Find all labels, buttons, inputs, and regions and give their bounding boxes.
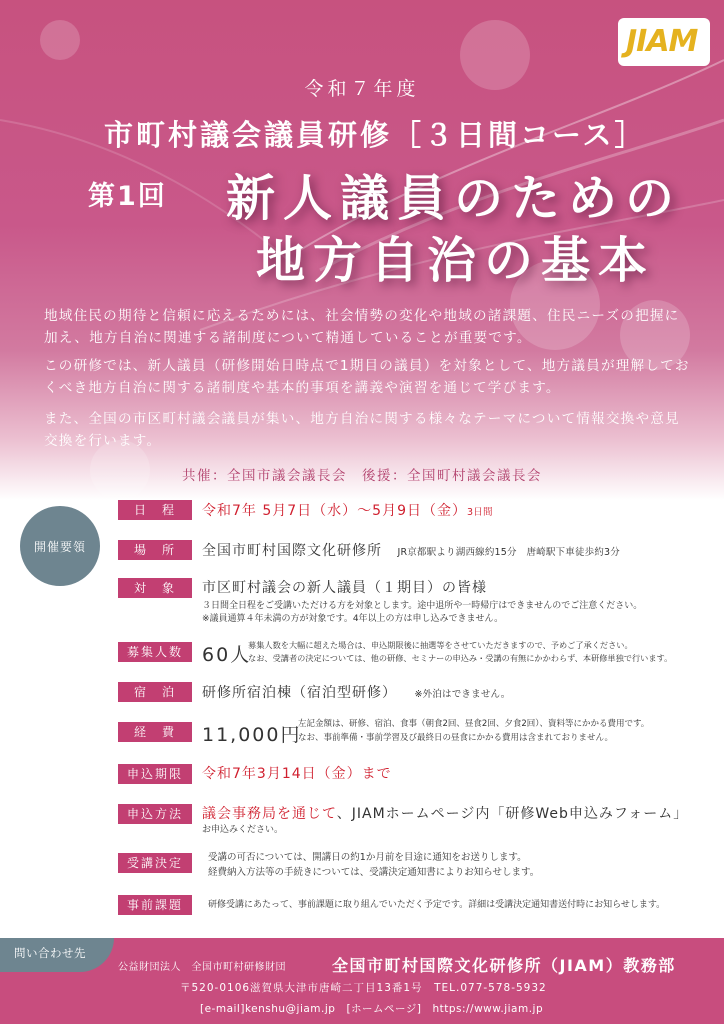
lodging-value xyxy=(202,682,510,702)
schedule-label: 日 程 xyxy=(118,500,192,520)
schedule-date: 令和7年 5月7日（水）～5月9日（金） xyxy=(202,503,467,519)
footer xyxy=(0,938,724,1024)
target-note-2: ※議員通算４年未満の方が対象です。4年以上の方は申し込みできません。 xyxy=(202,614,504,624)
logo-text: JIAM xyxy=(626,24,698,59)
capacity-label: 募集人数 xyxy=(118,642,192,662)
lodging-type: 研修所宿泊棟（宿泊型研修） xyxy=(202,685,397,701)
method-via: 議会事務局を通じて xyxy=(202,806,337,822)
intro-paragraph-3: また、全国の市区町村議会議員が集い、地方自治に関する様々なテーマについて情報交換や意見交換を行います。 xyxy=(44,411,680,449)
footer-org-small: 公益財団法人 全国市町村研修財団 xyxy=(118,962,286,973)
target-label: 対 象 xyxy=(118,578,192,598)
place-access: JR京都駅より湖西線約15分 唐崎駅下車徒歩約3分 xyxy=(397,547,620,558)
method-web: 、JIAMホームページ内「研修Web申込みフォーム」 xyxy=(336,806,689,822)
schedule-value xyxy=(202,500,493,520)
jiam-logo xyxy=(618,18,710,66)
target-note-1: ３日間全日程をご受講いただける方を対象とします。途中退所や一時帰庁はできませんのでご注意ください。 xyxy=(202,601,643,611)
cost-value: 11,000円 xyxy=(202,724,302,746)
place-value xyxy=(202,540,620,560)
assignment-label: 事前課題 xyxy=(118,895,192,915)
target-value: 市区町村議会の新人議員（１期目）の皆様 xyxy=(202,580,487,596)
lodging-label: 宿 泊 xyxy=(118,682,192,702)
method-value xyxy=(202,803,688,823)
method-note: お申込みください。 xyxy=(202,825,284,835)
intro-paragraph-1: 地域住民の期待と信頼に応えるためには、社会情勢の変化や地域の諸課題、住民ニーズの把握に加え、地方自治に関連する諸制度について精通していることが重要です。 xyxy=(44,308,680,346)
session-number: 第1回 xyxy=(88,181,167,212)
footer-org: 全国市町村国際文化研修所（JIAM）教務部 xyxy=(332,956,676,975)
cost-label: 経 費 xyxy=(118,722,192,742)
footer-web[interactable]: [e-mail]kenshu@jiam.jp [ホームページ] https://www.jiam.jp xyxy=(200,1003,544,1015)
capacity-value: 60人 xyxy=(202,644,252,666)
contact-badge: 問い合わせ先 xyxy=(0,938,114,972)
capacity-note-2: なお、受講者の決定については、他の研修、セミナーの申込み・受講の有無にかかわらず、本研修単独で行います。 xyxy=(248,653,673,663)
course-title: 市町村議会議員研修［３日間コース］ xyxy=(104,118,647,152)
lodging-note: ※外泊はできません。 xyxy=(414,689,511,700)
place-label: 場 所 xyxy=(118,540,192,560)
cost-note-1: 左記金額は、研修、宿泊、食事（朝食2回、昼食2回、夕食2回）、資料等にかかる費用です。 xyxy=(298,719,650,729)
method-label: 申込方法 xyxy=(118,804,192,824)
deadline-value: 令和7年3月14日（金）まで xyxy=(202,766,392,782)
fiscal-year: 令和７年度 xyxy=(304,78,420,100)
main-title-line1: 新人議員のための xyxy=(226,170,683,227)
intro-paragraph-2: この研修では、新人議員（研修開始日時点で1期目の議員）を対象として、地方議員が理解しておくべき地方自治に関する諸制度や基本的事項を講義や演習を通じて学びます。 xyxy=(44,358,690,396)
sponsor-line: 共催：全国市議会議長会 後援：全国町村議会議長会 xyxy=(182,468,542,484)
place-name: 全国市町村国際文化研修所 xyxy=(202,543,382,559)
decision-label: 受講決定 xyxy=(118,853,192,873)
capacity-note-1: 募集人数を大幅に超えた場合は、申込期限後に抽選等をさせていただきますので、予めご了承ください。 xyxy=(248,640,633,650)
footer-address: 〒520-0106滋賀県大津市唐崎二丁目13番1号 TEL.077-578-5932 xyxy=(180,982,547,994)
decision-note-2: 経費納入方法等の手続きについては、受講決定通知書によりお知らせします。 xyxy=(208,867,540,878)
overview-badge: 開催要領 xyxy=(20,506,100,586)
cost-note-2: なお、事前準備・事前学習及び最終日の昼食にかかる費用は含まれておりません。 xyxy=(298,733,614,743)
main-title-line2: 地方自治の基本 xyxy=(256,232,656,289)
assignment-note: 研修受講にあたって、事前課題に取り組んでいただく予定です。詳細は受講決定通知書送付時にお知らせします。 xyxy=(208,900,666,910)
decision-note-1: 受講の可否については、開講日の約1か月前を目途に通知をお送りします。 xyxy=(208,852,527,863)
decorative-bubble xyxy=(40,20,80,60)
schedule-days: 3日間 xyxy=(467,507,493,518)
deadline-label: 申込期限 xyxy=(118,764,192,784)
